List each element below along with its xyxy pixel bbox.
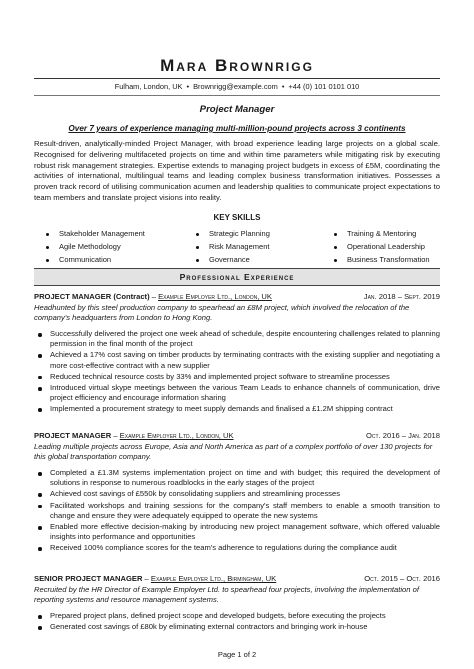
job-entry	[34, 431, 440, 555]
section-title: Professional Experience	[179, 272, 295, 282]
contact-location: Fulham, London, UK	[114, 82, 183, 91]
bullet-icon	[196, 233, 199, 236]
job-entry	[34, 574, 440, 633]
job-employer[interactable]: Example Employer Ltd., London, UK	[158, 292, 272, 301]
contact-separator: •	[281, 82, 285, 91]
list-item: Achieved cost savings of £550k by consolidating suppliers and streamlining processes	[50, 489, 440, 499]
role-title: Project Manager	[199, 104, 275, 115]
skill-item	[196, 229, 270, 238]
bullet-icon	[46, 259, 49, 262]
job-achievements	[34, 611, 440, 632]
skill-label: Governance	[209, 255, 250, 264]
job-title: PROJECT MANAGER (Contract)	[34, 292, 150, 301]
list-item: Enabled more effective decision-making by introducing new project management software, which offered valuable insights into performance and opportunities	[50, 522, 440, 542]
bullet-icon	[196, 246, 199, 249]
list-item: Generated cost savings of £80k by eliminating external contractors and bringing work in-house	[50, 622, 440, 632]
skill-label: Training & Mentoring	[347, 229, 417, 238]
skill-item	[46, 242, 121, 251]
candidate-name: Mara Brownrigg	[160, 56, 314, 75]
job-description: Leading multiple projects across Europe, Asia and North America as part of a complex portfolio of over 130 projects for this global transportation company.	[34, 442, 433, 461]
skill-label: Business Transformation	[347, 255, 430, 264]
list-item: Achieved a 17% cost saving on timber products by terminating contracts with the existing supplier and negotiating a more cost-effective contract with a new supplier	[50, 350, 440, 370]
section-heading-experience	[34, 268, 440, 286]
key-skills-grid	[46, 229, 440, 268]
bullet-icon	[46, 246, 49, 249]
contact-rule	[34, 95, 440, 96]
skill-item	[46, 255, 111, 264]
job-title: SENIOR PROJECT MANAGER	[34, 574, 143, 583]
job-description: Recruited by the HR Director of Example Employer Ltd. to spearhead four projects, involving the implementation of reporting systems and resource management systems.	[34, 585, 419, 604]
skill-label: Communication	[59, 255, 112, 264]
list-item: Introduced virtual skype meetings between the various Team Leads to enhance channels of communication, drive project efficiency and encourage information sharing	[50, 383, 440, 403]
skill-label: Strategic Planning	[209, 229, 270, 238]
list-item: Implemented a procurement strategy to meet supply demands and finalised a £1.2M shipping contract	[50, 404, 440, 414]
job-dates: Oct. 2015 – Oct. 2016	[364, 574, 440, 583]
bullet-icon	[334, 259, 337, 262]
skill-item	[334, 255, 430, 264]
job-achievements	[34, 329, 440, 415]
job-title: PROJECT MANAGER	[34, 431, 112, 440]
skills-row	[46, 255, 440, 268]
skill-label: Stakeholder Management	[59, 229, 145, 238]
contact-email[interactable]: Brownrigg@example.com	[193, 82, 278, 91]
list-item: Reduced technical resource costs by 33% and implemented project software to streamline processes	[50, 372, 440, 382]
skill-item	[334, 229, 416, 238]
job-header: SENIOR PROJECT MANAGER – Example Employer Ltd., Birmingham, UK Oct. 2015 – Oct. 2016	[34, 574, 440, 583]
list-item: Received 100% compliance scores for the team's adherence to regulations during the compliance audit	[50, 543, 440, 553]
skill-item	[196, 242, 269, 251]
profile-summary: Result-driven, analytically-minded Project Manager, with broad experience leading large projects on a global scale. Recognised for delivering multifaceted projects on time and within time parameters while mitigating risk by executing robust risk management strategies. Expertise extends to managing project budgets in excess of £5M, coordinating the activities of international, multilingual teams and leading complex business transformation initiatives. Possesses a proven track record of utilising communication acumen and leadership qualities to communicate project expectations to team members and translate project visions into reality.	[34, 139, 440, 202]
skill-label: Agile Methodology	[59, 242, 121, 251]
skill-label: Operational Leadership	[347, 242, 425, 251]
skills-row	[46, 229, 440, 242]
list-item: Prepared project plans, defined project scope and developed budgets, before executing the projects	[50, 611, 440, 621]
list-item: Completed a £1.3M systems implementation project on time and with budget; this required the development of solutions in response to numerous roadblocks in the early stages of the project	[50, 468, 440, 488]
skill-label: Risk Management	[209, 242, 270, 251]
job-employer[interactable]: Example Employer Ltd., London, UK	[119, 431, 234, 440]
contact-phone: +44 (0) 101 0101 010	[288, 82, 360, 91]
job-header: PROJECT MANAGER – Example Employer Ltd., London, UK Oct. 2016 – Jan. 2018	[34, 431, 440, 440]
bullet-icon	[334, 233, 337, 236]
tagline: Over 7 years of experience managing multi-million-pound projects across 3 continents	[68, 124, 406, 133]
contact-line	[0, 82, 474, 91]
header-rule	[34, 78, 440, 79]
job-description: Headhunted by this steel production company to spearhead an £8M project, which involved the relocation of the company's headquarters from London to Hong Kong.	[34, 303, 410, 322]
bullet-icon	[334, 246, 337, 249]
job-achievements	[34, 468, 440, 554]
skills-row	[46, 242, 440, 255]
job-dates: Oct. 2016 – Jan. 2018	[366, 431, 440, 440]
skill-item	[196, 255, 250, 264]
bullet-icon	[46, 233, 49, 236]
bullet-icon	[196, 259, 199, 262]
job-dates: Jan. 2018 – Sept. 2019	[363, 292, 440, 301]
skill-item	[334, 242, 425, 251]
page-number: Page 1 of 2	[217, 650, 257, 659]
job-entry	[34, 292, 440, 416]
key-skills-heading: KEY SKILLS	[213, 213, 261, 222]
skill-item	[46, 229, 145, 238]
list-item: Facilitated workshops and training sessions for the company's staff members to enable a smooth transition to change and ensure they were adequately equipped to operate the new systems	[50, 500, 440, 520]
list-item: Successfully delivered the project one week ahead of schedule, despite encountering challenges related to planning permission in the final month of the project	[50, 329, 440, 349]
contact-separator: •	[186, 82, 190, 91]
job-header: PROJECT MANAGER (Contract) – Example Employer Ltd., London, UK Jan. 2018 – Sept. 2019	[34, 292, 440, 301]
job-employer[interactable]: Example Employer Ltd., Birmingham, UK	[150, 574, 277, 583]
